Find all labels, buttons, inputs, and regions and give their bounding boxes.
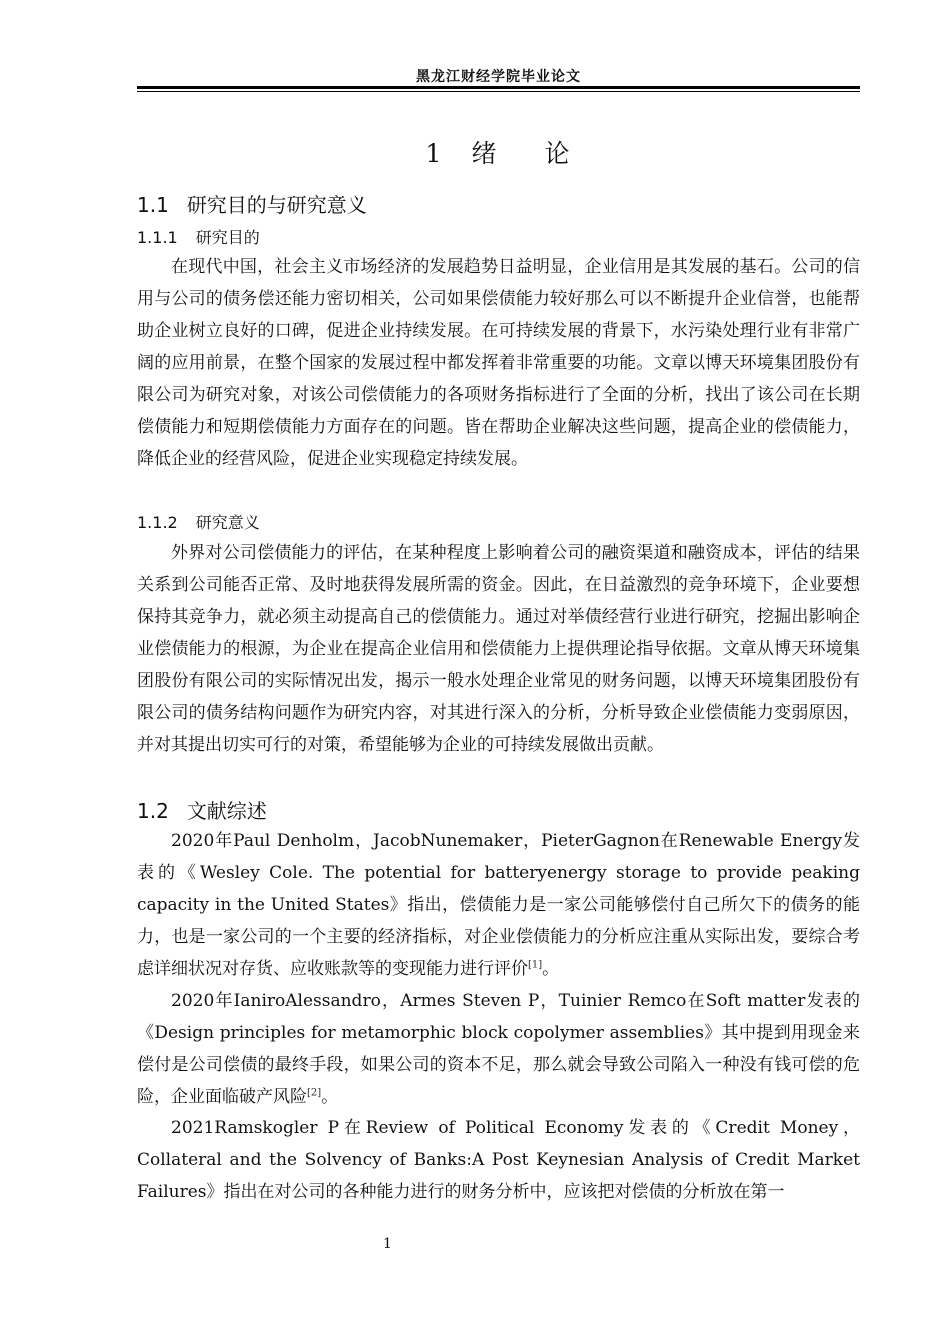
section-heading-1-1: [137, 189, 367, 218]
paragraph-literature-1: [137, 825, 860, 985]
section-heading-1-1-2: [137, 510, 260, 533]
running-header: 黑龙江财经学院毕业论文: [416, 69, 581, 85]
chapter-title: [137, 134, 860, 170]
chapter-title-part2: 论: [544, 139, 572, 168]
paragraph-literature-3: 2021Ramskogler P在Review of Political Economy发表的《Credit Money，Collateral and the Solvency of Banks:A Post Keynesian Analysis of Credit Market Failures》指出在对公司的各种能力进行的财务分析中，应该把对偿债的分析放在第一: [137, 1118, 860, 1202]
page-number: 1: [383, 1236, 392, 1252]
paragraph-research-purpose: 在现代中国，社会主义市场经济的发展趋势日益明显，企业信用是其发展的基石。公司的信用与公司的债务偿还能力密切相关，公司如果偿债能力较好那么可以不断提升企业信誉，也能帮助企业树立良好的口碑，促进企业持续发展。在可持续发展的背景下，水污染处理行业有非常广阔的应用前景，在整个国家的发展过程中都发挥着非常重要的功能。文章以博天环境集团股份有限公司为研究对象，对该公司偿债能力的各项财务指标进行了全面的分析，找出了该公司在长期偿债能力和短期偿债能力方面存在的问题。皆在帮助企业解决这些问题，提高企业的偿债能力，降低企业的经营风险，促进企业实现稳定持续发展。: [137, 257, 860, 469]
literature-text: 2020年Paul Denholm，JacobNunemaker，PieterGagnon在Renewable Energy发表的《Wesley Cole. The potential for batteryenergy storage to provide peaking capacity in the United States》指出，偿债能力是一家公司能够偿付自己所欠下的债务的能力，也是一家公司的一个主要的经济指标，对企业偿债能力的分析应注重从实际出发，要综合考虑详细状况对存货、应收账款等的变现能力进行评价: [137, 831, 860, 979]
sentence-end: 。: [542, 959, 560, 979]
literature-text: 2020年IaniroAlessandro，Armes Steven P，Tuinier Remco在Soft matter发表的《Design principles for metamorphic block copolymer assemblies》其中提到用现金来偿付是公司偿债的最终手段，如果公司的资本不足，那么就会导致公司陷入一种没有钱可偿的危险，企业面临破产风险: [137, 991, 860, 1107]
chapter-number: 1: [425, 139, 444, 168]
section-number: 1.1.2: [137, 513, 178, 532]
header-rule-thick: [137, 86, 860, 89]
section-heading-1-1-1: [137, 225, 260, 248]
sentence-end: 。: [321, 1087, 339, 1107]
section-title: 研究意义: [195, 513, 260, 532]
section-number: 1.1.1: [137, 228, 178, 247]
section-title: 研究目的与研究意义: [186, 193, 367, 217]
citation-marker: [2]: [307, 1087, 322, 1099]
header-rule-thin: [137, 91, 860, 92]
section-number: 1.2: [137, 799, 169, 823]
section-number: 1.1: [137, 193, 169, 217]
section-heading-1-2: [137, 795, 267, 824]
chapter-title-part1: 绪: [471, 139, 499, 168]
section-title: 文献综述: [186, 799, 267, 823]
citation-marker: [1]: [528, 959, 543, 971]
paragraph-literature-2: [137, 985, 860, 1113]
section-title: 研究目的: [195, 228, 260, 247]
paragraph-research-significance: 外界对公司偿债能力的评估，在某种程度上影响着公司的融资渠道和融资成本，评估的结果关系到公司能否正常、及时地获得发展所需的资金。因此，在日益激烈的竞争环境下，企业要想保持其竞争力，就必须主动提高自己的偿债能力。通过对举债经营行业进行研究，挖掘出影响企业偿债能力的根源，为企业在提高企业信用和偿债能力上提供理论指导依据。文章从博天环境集团股份有限公司的实际情况出发，揭示一般水处理企业常见的财务问题，以博天环境集团股份有限公司的债务结构问题作为研究内容，对其进行深入的分析，分析导致企业偿债能力变弱原因，并对其提出切实可行的对策，希望能够为企业的可持续发展做出贡献。: [137, 543, 860, 755]
